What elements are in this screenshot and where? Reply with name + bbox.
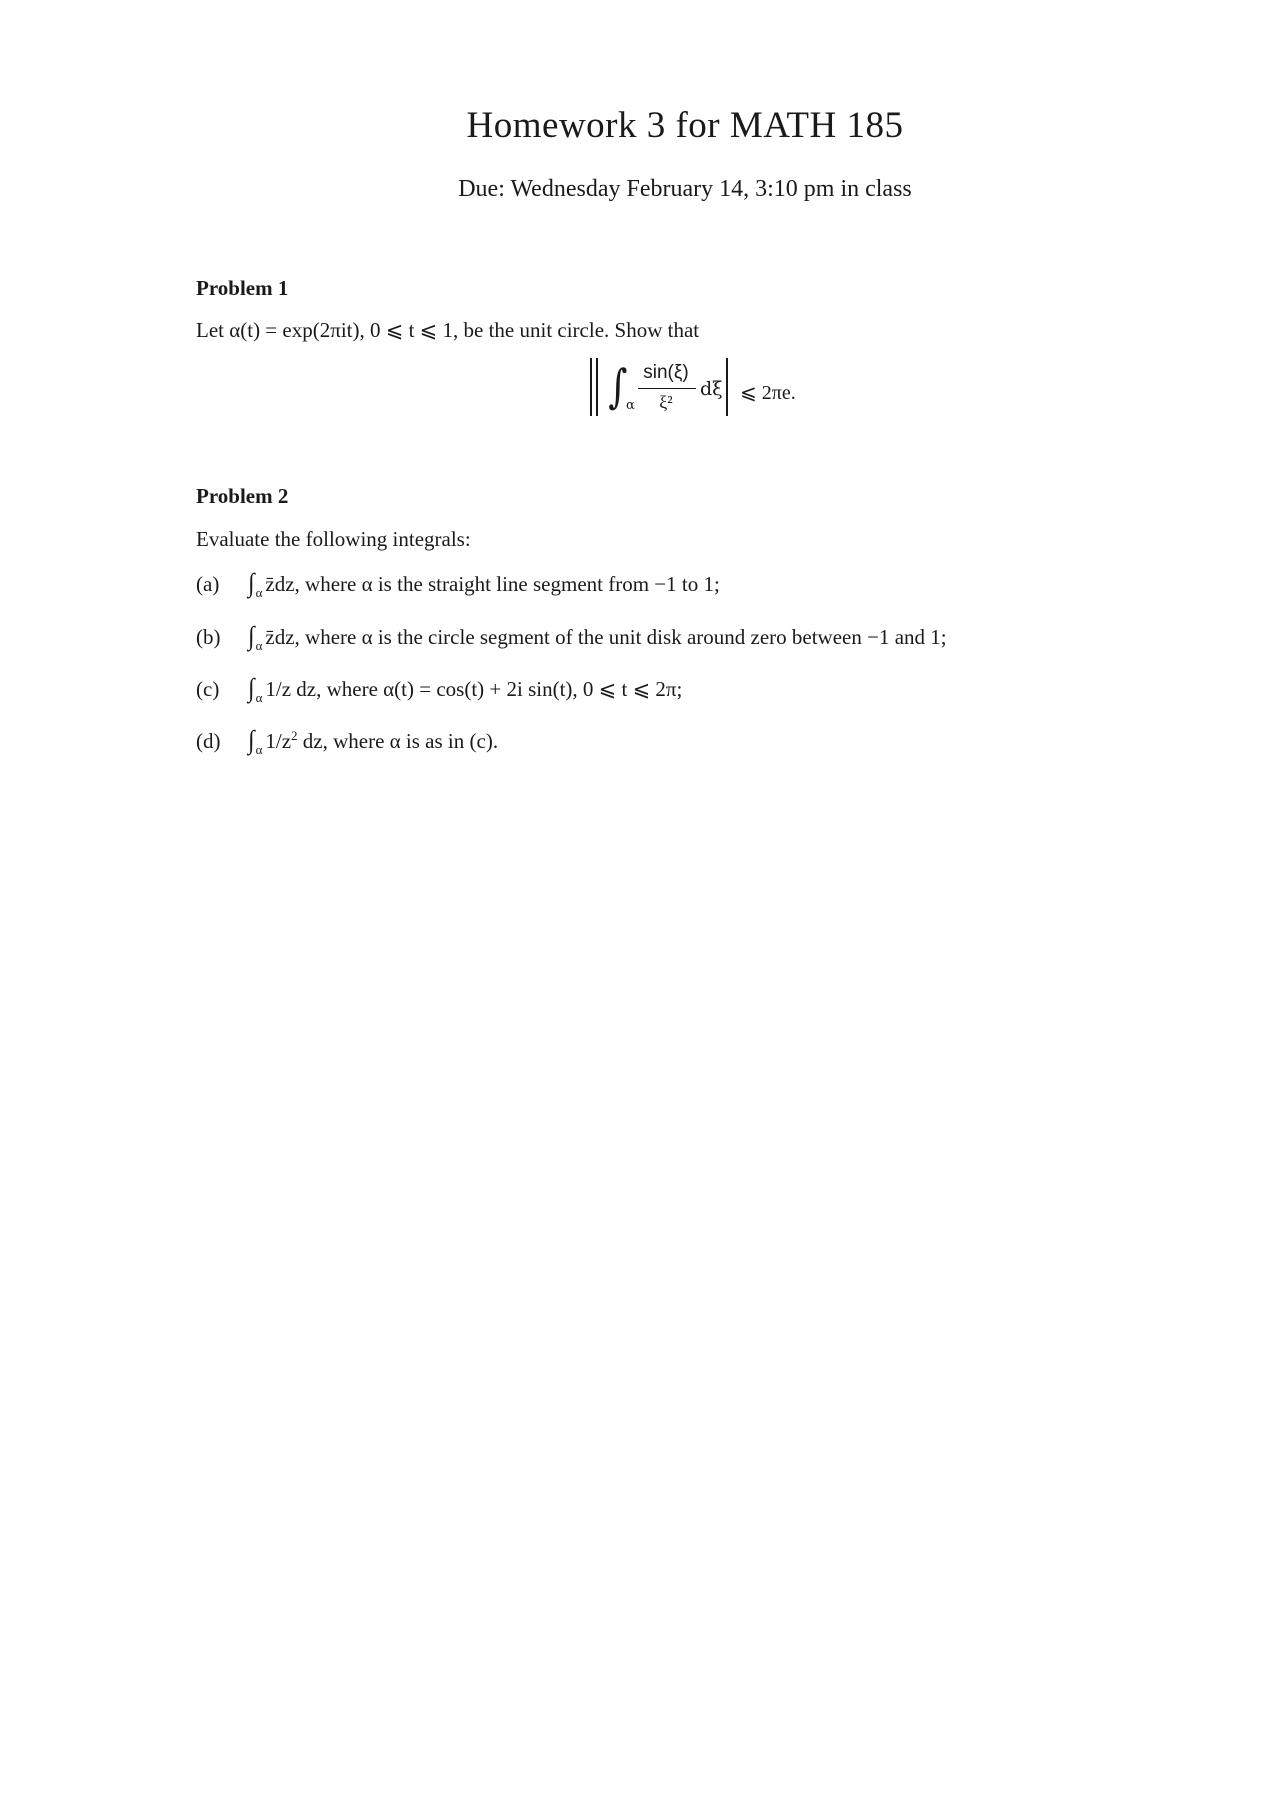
integral-icon: ∫ — [248, 726, 255, 756]
integrand: 1/z dz — [265, 677, 317, 701]
integral-subscript: α — [626, 398, 635, 413]
inequality-bound: ⩽ 2πe. — [740, 382, 796, 404]
item-text: , where α is the circle segment of the unit disk around zero between −1 and 1; — [294, 625, 947, 649]
item-label: (a) — [196, 572, 220, 596]
integral-subscript: α — [255, 585, 263, 600]
problem-1-heading: Problem 1 — [196, 276, 289, 300]
item-text: , where α is the straight line segment from −1 to 1; — [294, 572, 720, 596]
integral-subscript: α — [255, 638, 263, 653]
list-item-a — [196, 571, 720, 601]
abs-bar-left-outer — [590, 358, 592, 416]
fraction-line — [638, 388, 696, 389]
integral-icon: ∫ — [248, 622, 255, 652]
fraction-numerator: sin(ξ) — [643, 362, 689, 383]
list-item-b — [196, 624, 947, 654]
differential: dξ — [700, 378, 723, 400]
item-label: (d) — [196, 729, 221, 753]
integrand: z̄dz — [265, 625, 295, 649]
fraction-denominator: ξ² — [659, 392, 673, 412]
problem-2-intro: Evaluate the following integrals: — [196, 527, 471, 551]
abs-bar-left-inner — [596, 358, 598, 416]
integrand-exponent: 2 — [291, 728, 298, 743]
item-text: , where α is as in (c). — [322, 729, 499, 753]
integral-icon: ∫ — [248, 674, 255, 704]
item-text: , where α(t) = cos(t) + 2i sin(t), 0 ⩽ t ⩽ 2π; — [316, 677, 683, 701]
integral-sign: ∫ — [608, 359, 628, 413]
integral-subscript: α — [255, 742, 263, 757]
display-equation — [590, 356, 820, 426]
list-item-d — [196, 728, 498, 758]
due-date: Due: Wednesday February 14, 3:10 pm in class — [458, 176, 912, 202]
list-item-c — [196, 676, 682, 706]
problem-2-heading: Problem 2 — [196, 484, 289, 508]
integrand: z̄dz — [265, 572, 295, 596]
integrand-base: 1/z — [265, 729, 292, 753]
page-title: Homework 3 for MATH 185 — [466, 105, 904, 146]
item-label: (b) — [196, 625, 221, 649]
integral-subscript: α — [255, 690, 263, 705]
integral-icon: ∫ — [248, 569, 255, 599]
integrand-tail: dz — [297, 729, 323, 753]
problem-1-statement: Let α(t) = exp(2πit), 0 ⩽ t ⩽ 1, be the unit circle. Show that — [196, 318, 700, 342]
item-label: (c) — [196, 677, 220, 701]
abs-bar-right — [726, 358, 728, 416]
